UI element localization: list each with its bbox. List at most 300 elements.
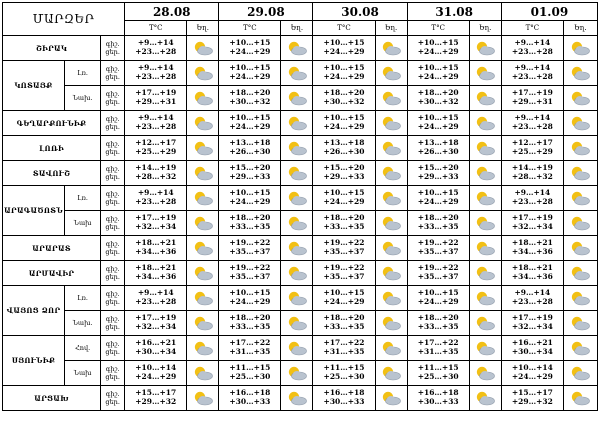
table-row (3, 361, 598, 386)
partly-cloudy-sun-icon (187, 65, 218, 81)
partly-cloudy-sun-icon (470, 215, 501, 231)
day-temperature: +23…+28 (135, 72, 177, 81)
partly-cloudy-sun-icon (564, 265, 597, 281)
temperature-cell (125, 361, 187, 386)
region-name: ԱՐԱԳԱԾՈՏՆ (3, 186, 65, 236)
temperature-cell (313, 336, 375, 361)
day-temperature: +29…+33 (229, 172, 271, 181)
weather-cell (563, 136, 597, 161)
partly-cloudy-sun-icon (187, 315, 218, 331)
day-temperature: +26…+30 (229, 147, 271, 156)
weather-cell (469, 136, 501, 161)
night-label: գիշ. (105, 240, 120, 248)
date-header: 30.08 (313, 3, 407, 21)
table-row (3, 86, 598, 111)
night-temperature: +19…+22 (229, 238, 271, 248)
weather-cell (281, 311, 313, 336)
day-temperature: +34…+36 (135, 247, 177, 256)
temperature-cell (501, 311, 563, 336)
temperature-cell (219, 86, 281, 111)
weather-cell (281, 386, 313, 411)
night-temperature: +9…+14 (514, 63, 551, 73)
partly-cloudy-sun-icon (564, 215, 597, 231)
day-temperature: +30…+33 (323, 397, 365, 406)
day-label: ցեր. (105, 148, 120, 156)
partly-cloudy-sun-icon (376, 265, 407, 281)
day-temperature: +28…+32 (135, 172, 177, 181)
time-labels (101, 286, 125, 311)
partly-cloudy-sun-icon (281, 240, 312, 256)
partly-cloudy-sun-icon (470, 90, 501, 106)
night-temperature: +17…+22 (229, 338, 271, 348)
day-temperature: +24…+29 (417, 72, 459, 81)
temperature-cell (313, 36, 375, 61)
weather-cell (281, 336, 313, 361)
night-temperature: +9…+14 (137, 113, 174, 123)
weather-cell (187, 161, 219, 186)
partly-cloudy-sun-icon (564, 165, 597, 181)
day-temperature: +24…+29 (323, 47, 365, 56)
night-temperature: +17…+19 (511, 213, 553, 223)
weather-cell (563, 311, 597, 336)
temperature-cell (219, 136, 281, 161)
weather-cell (187, 111, 219, 136)
night-temperature: +18…+20 (229, 213, 271, 223)
partly-cloudy-sun-icon (470, 165, 501, 181)
region-name: ԱՐՄԱՎԻՐ (3, 261, 101, 286)
weather-cell (187, 86, 219, 111)
day-label: ցեր. (105, 123, 120, 131)
partly-cloudy-sun-icon (281, 40, 312, 56)
weather-cell (469, 211, 501, 236)
day-label: ցեր. (105, 298, 120, 306)
day-temperature: +32…+34 (135, 322, 177, 331)
sub-area-label: Լռ. (65, 186, 101, 211)
night-temperature: +9…+14 (137, 63, 174, 73)
weather-cell (281, 261, 313, 286)
temperature-cell (501, 86, 563, 111)
weather-cell (469, 361, 501, 386)
day-temperature: +35…+37 (229, 272, 271, 281)
partly-cloudy-sun-icon (187, 40, 218, 56)
day-temperature: +34…+36 (511, 247, 553, 256)
weather-cell (281, 111, 313, 136)
table-row (3, 386, 598, 411)
partly-cloudy-sun-icon (281, 390, 312, 406)
night-temperature: +10…+15 (323, 38, 365, 48)
partly-cloudy-sun-icon (187, 265, 218, 281)
night-temperature: +9…+14 (514, 188, 551, 198)
temperature-cell (407, 86, 469, 111)
day-temperature: +33…+35 (229, 222, 271, 231)
temperature-cell (501, 261, 563, 286)
weather-cell (469, 336, 501, 361)
partly-cloudy-sun-icon (376, 190, 407, 206)
temperature-cell (501, 161, 563, 186)
night-temperature: +13…+18 (323, 138, 365, 148)
partly-cloudy-sun-icon (281, 265, 312, 281)
night-temperature: +16…+18 (323, 388, 365, 398)
temp-column-header: T°C (219, 21, 281, 36)
weather-cell (469, 36, 501, 61)
night-temperature: +12…+17 (511, 138, 553, 148)
time-labels (101, 361, 125, 386)
time-labels (101, 86, 125, 111)
partly-cloudy-sun-icon (281, 340, 312, 356)
weather-cell (281, 211, 313, 236)
sub-area-label: Նախ. (65, 311, 101, 336)
temp-column-header: T°C (125, 21, 187, 36)
table-row (3, 186, 598, 211)
night-temperature: +10…+15 (417, 113, 459, 123)
partly-cloudy-sun-icon (376, 215, 407, 231)
temperature-cell (501, 236, 563, 261)
weather-cell (563, 61, 597, 86)
night-temperature: +10…+15 (417, 38, 459, 48)
partly-cloudy-sun-icon (470, 340, 501, 356)
partly-cloudy-sun-icon (376, 165, 407, 181)
night-label: գիշ. (105, 115, 120, 123)
day-label: ցեր. (105, 373, 120, 381)
night-temperature: +17…+22 (323, 338, 365, 348)
day-temperature: +31…+35 (229, 347, 271, 356)
partly-cloudy-sun-icon (376, 40, 407, 56)
weather-cell (563, 361, 597, 386)
weather-cell (281, 186, 313, 211)
weather-cell (187, 186, 219, 211)
day-temperature: +23…+28 (511, 122, 553, 131)
day-temperature: +24…+29 (417, 297, 459, 306)
temperature-cell (407, 161, 469, 186)
partly-cloudy-sun-icon (281, 290, 312, 306)
partly-cloudy-sun-icon (376, 390, 407, 406)
weather-cell (187, 211, 219, 236)
partly-cloudy-sun-icon (564, 340, 597, 356)
weather-cell (563, 236, 597, 261)
day-temperature: +24…+29 (417, 197, 459, 206)
time-labels (101, 386, 125, 411)
partly-cloudy-sun-icon (187, 115, 218, 131)
night-label: գիշ. (105, 315, 120, 323)
temperature-cell (219, 211, 281, 236)
partly-cloudy-sun-icon (187, 165, 218, 181)
day-temperature: +33…+35 (229, 322, 271, 331)
weather-cell (563, 261, 597, 286)
night-label: գիշ. (105, 215, 120, 223)
night-label: գիշ. (105, 90, 120, 98)
day-temperature: +24…+29 (417, 47, 459, 56)
night-temperature: +13…+18 (229, 138, 271, 148)
partly-cloudy-sun-icon (564, 140, 597, 156)
night-temperature: +19…+22 (417, 238, 459, 248)
weather-column-header: Եղ. (187, 21, 219, 36)
day-temperature: +29…+32 (135, 397, 177, 406)
partly-cloudy-sun-icon (470, 190, 501, 206)
day-temperature: +25…+30 (323, 372, 365, 381)
partly-cloudy-sun-icon (187, 290, 218, 306)
weather-cell (281, 36, 313, 61)
night-temperature: +15…+17 (135, 388, 177, 398)
table-row (3, 111, 598, 136)
night-temperature: +17…+19 (511, 88, 553, 98)
partly-cloudy-sun-icon (564, 390, 597, 406)
weather-cell (563, 86, 597, 111)
day-label: ցեր. (105, 173, 120, 181)
time-labels (101, 211, 125, 236)
weather-cell (469, 386, 501, 411)
night-temperature: +18…+21 (511, 238, 553, 248)
day-temperature: +24…+29 (229, 122, 271, 131)
temperature-cell (125, 336, 187, 361)
temperature-cell (125, 161, 187, 186)
temperature-cell (407, 111, 469, 136)
table-title: ՄԱՐԶԵՐ (3, 3, 125, 36)
night-label: գիշ. (105, 390, 120, 398)
night-temperature: +10…+15 (229, 113, 271, 123)
day-label: ցեր. (105, 348, 120, 356)
temperature-cell (125, 236, 187, 261)
temperature-cell (313, 261, 375, 286)
night-label: գիշ. (105, 190, 120, 198)
table-row (3, 286, 598, 311)
temperature-cell (125, 136, 187, 161)
temperature-cell (501, 386, 563, 411)
table-row (3, 161, 598, 186)
night-temperature: +16…+21 (511, 338, 553, 348)
day-temperature: +30…+32 (229, 97, 271, 106)
temperature-cell (219, 186, 281, 211)
night-temperature: +12…+17 (135, 138, 177, 148)
weather-cell (375, 236, 407, 261)
time-labels (101, 161, 125, 186)
night-temperature: +18…+20 (417, 88, 459, 98)
night-label: գիշ. (105, 165, 120, 173)
night-temperature: +9…+14 (514, 113, 551, 123)
day-temperature: +23…+28 (135, 122, 177, 131)
temperature-cell (219, 336, 281, 361)
weather-cell (469, 86, 501, 111)
day-temperature: +24…+29 (511, 372, 553, 381)
day-temperature: +23…+28 (135, 47, 177, 56)
night-temperature: +18…+20 (323, 313, 365, 323)
partly-cloudy-sun-icon (187, 240, 218, 256)
temperature-cell (219, 111, 281, 136)
night-label: գիշ. (105, 140, 120, 148)
day-temperature: +32…+34 (511, 322, 553, 331)
night-temperature: +18…+21 (135, 263, 177, 273)
temperature-cell (125, 386, 187, 411)
weather-cell (187, 311, 219, 336)
night-temperature: +14…+19 (135, 163, 177, 173)
night-temperature: +9…+14 (137, 188, 174, 198)
night-temperature: +10…+14 (135, 363, 177, 373)
night-temperature: +17…+19 (135, 213, 177, 223)
partly-cloudy-sun-icon (187, 365, 218, 381)
temp-column-header: T°C (407, 21, 469, 36)
day-temperature: +34…+36 (511, 272, 553, 281)
day-temperature: +29…+33 (417, 172, 459, 181)
weather-cell (469, 61, 501, 86)
weather-cell (187, 236, 219, 261)
temperature-cell (407, 236, 469, 261)
partly-cloudy-sun-icon (187, 390, 218, 406)
day-temperature: +30…+33 (417, 397, 459, 406)
day-temperature: +30…+32 (417, 97, 459, 106)
temperature-cell (219, 161, 281, 186)
temperature-cell (125, 261, 187, 286)
partly-cloudy-sun-icon (376, 90, 407, 106)
region-name: ԱՐԱՐԱՏ (3, 236, 101, 261)
table-row (3, 61, 598, 86)
partly-cloudy-sun-icon (281, 165, 312, 181)
night-temperature: +19…+22 (417, 263, 459, 273)
weather-column-header: Եղ. (469, 21, 501, 36)
weather-cell (469, 261, 501, 286)
night-label: գիշ. (105, 340, 120, 348)
temperature-cell (313, 286, 375, 311)
temperature-cell (219, 311, 281, 336)
temperature-cell (313, 186, 375, 211)
temperature-cell (407, 36, 469, 61)
night-temperature: +17…+22 (417, 338, 459, 348)
day-temperature: +35…+37 (323, 247, 365, 256)
partly-cloudy-sun-icon (281, 315, 312, 331)
day-temperature: +24…+29 (229, 72, 271, 81)
temperature-cell (219, 261, 281, 286)
night-temperature: +17…+19 (135, 313, 177, 323)
temperature-cell (313, 211, 375, 236)
day-temperature: +35…+37 (229, 247, 271, 256)
temperature-cell (407, 211, 469, 236)
weather-cell (469, 286, 501, 311)
day-temperature: +35…+37 (323, 272, 365, 281)
partly-cloudy-sun-icon (281, 90, 312, 106)
temperature-cell (407, 386, 469, 411)
region-name: ՍՅՈՒՆԻՔ (3, 336, 65, 386)
partly-cloudy-sun-icon (564, 40, 597, 56)
partly-cloudy-sun-icon (470, 265, 501, 281)
night-temperature: +15…+17 (511, 388, 553, 398)
day-temperature: +25…+29 (511, 147, 553, 156)
day-temperature: +24…+29 (323, 72, 365, 81)
day-label: ցեր. (105, 48, 120, 56)
night-temperature: +10…+15 (229, 38, 271, 48)
temperature-cell (407, 336, 469, 361)
time-labels (101, 186, 125, 211)
night-temperature: +9…+14 (514, 38, 551, 48)
night-temperature: +10…+15 (229, 188, 271, 198)
partly-cloudy-sun-icon (470, 365, 501, 381)
partly-cloudy-sun-icon (470, 115, 501, 131)
day-temperature: +24…+29 (323, 122, 365, 131)
temperature-cell (501, 36, 563, 61)
weather-cell (375, 361, 407, 386)
weather-cell (187, 386, 219, 411)
temperature-cell (313, 361, 375, 386)
sub-area-label: Նախ (65, 361, 101, 386)
table-row (3, 261, 598, 286)
night-temperature: +18…+20 (229, 313, 271, 323)
weather-cell (563, 211, 597, 236)
night-temperature: +11…+15 (323, 363, 365, 373)
weather-cell (375, 136, 407, 161)
night-label: գիշ. (105, 40, 120, 48)
region-name: ԼՈՌԻ (3, 136, 101, 161)
temperature-cell (219, 286, 281, 311)
day-temperature: +23…+28 (511, 47, 553, 56)
temperature-cell (501, 336, 563, 361)
time-labels (101, 261, 125, 286)
weather-column-header: Եղ. (281, 21, 313, 36)
forecast-table (2, 2, 598, 411)
partly-cloudy-sun-icon (564, 315, 597, 331)
temperature-cell (313, 161, 375, 186)
weather-cell (375, 311, 407, 336)
temperature-cell (125, 186, 187, 211)
day-temperature: +23…+28 (511, 72, 553, 81)
day-temperature: +32…+34 (135, 222, 177, 231)
day-label: ցեր. (105, 248, 120, 256)
day-temperature: +29…+32 (511, 397, 553, 406)
temperature-cell (125, 286, 187, 311)
temperature-cell (125, 36, 187, 61)
night-label: գիշ. (105, 265, 120, 273)
night-temperature: +10…+15 (323, 63, 365, 73)
day-temperature: +24…+29 (323, 197, 365, 206)
night-temperature: +18…+20 (323, 88, 365, 98)
day-temperature: +26…+30 (323, 147, 365, 156)
weather-cell (375, 161, 407, 186)
table-row (3, 336, 598, 361)
partly-cloudy-sun-icon (564, 365, 597, 381)
date-header: 31.08 (407, 3, 501, 21)
day-temperature: +25…+30 (417, 372, 459, 381)
weather-cell (563, 386, 597, 411)
temperature-cell (313, 386, 375, 411)
weather-column-header: Եղ. (563, 21, 597, 36)
sub-area-label: Լռ. (65, 286, 101, 311)
weather-cell (563, 36, 597, 61)
partly-cloudy-sun-icon (187, 215, 218, 231)
day-label: ցեր. (105, 323, 120, 331)
weather-cell (469, 111, 501, 136)
weather-cell (187, 36, 219, 61)
day-temperature: +24…+29 (135, 372, 177, 381)
temperature-cell (313, 111, 375, 136)
partly-cloudy-sun-icon (376, 140, 407, 156)
time-labels (101, 336, 125, 361)
day-temperature: +31…+35 (417, 347, 459, 356)
table-row (3, 36, 598, 61)
weather-cell (469, 161, 501, 186)
day-label: ցեր. (105, 223, 120, 231)
sub-area-label: Նախ (65, 211, 101, 236)
day-temperature: +30…+34 (135, 347, 177, 356)
temperature-cell (219, 61, 281, 86)
temperature-cell (501, 61, 563, 86)
temperature-cell (501, 211, 563, 236)
partly-cloudy-sun-icon (281, 365, 312, 381)
day-temperature: +24…+29 (417, 122, 459, 131)
weather-cell (375, 111, 407, 136)
temperature-cell (407, 261, 469, 286)
weather-cell (187, 61, 219, 86)
temperature-cell (501, 111, 563, 136)
weather-cell (281, 161, 313, 186)
temperature-cell (313, 136, 375, 161)
partly-cloudy-sun-icon (187, 90, 218, 106)
night-label: գիշ. (105, 365, 120, 373)
